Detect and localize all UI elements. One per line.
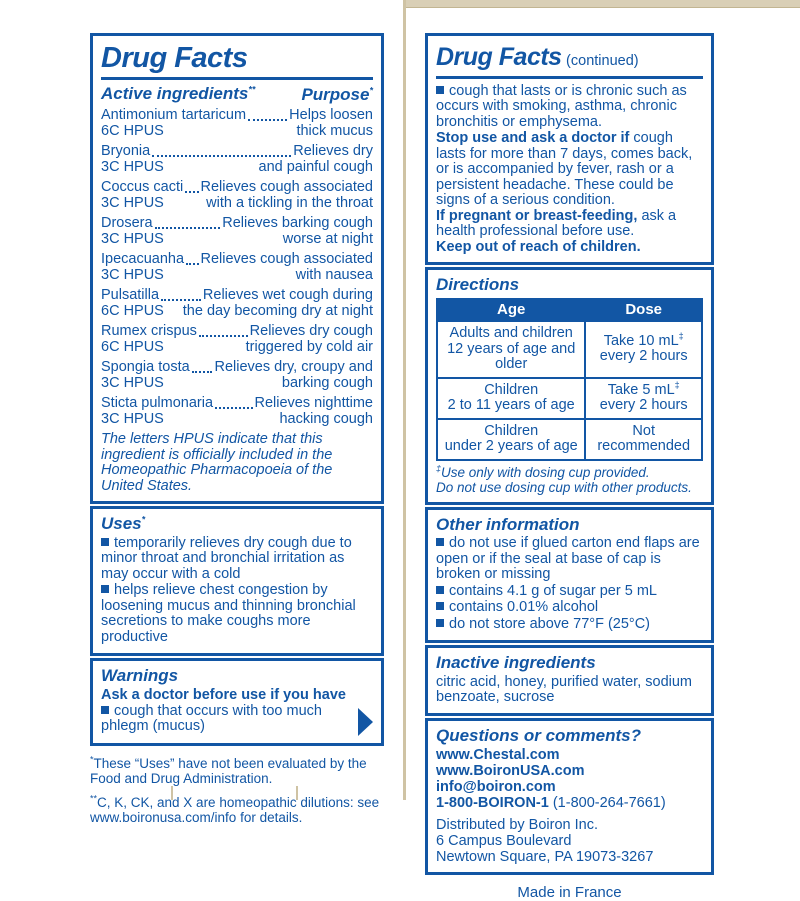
uses-box	[90, 506, 384, 656]
phone-plain: (1-800-264-7661)	[548, 795, 666, 812]
title-rule	[101, 77, 373, 80]
uses-bullet-text: helps relieve chest congestion by loosening mucus and thinning bronchial secretions to make coughs more productive	[101, 582, 356, 645]
ingredient-purpose-cont: triggered by cold air	[245, 338, 373, 355]
ingredient-name: Antimonium tartaricum	[101, 107, 247, 124]
ingredient-purpose-cont: hacking cough	[279, 410, 373, 427]
warnings-bullet	[101, 704, 373, 735]
hpus-note: The letters HPUS indicate that this ingredient is officially included in the Homeopathic Pharmacopoeia of the United States.	[101, 431, 333, 494]
age-line2: 2 to 11 years of age	[447, 397, 575, 414]
drug-facts-continued-title	[436, 41, 703, 72]
ingredient-row	[101, 180, 373, 211]
uses-bullet	[101, 536, 373, 583]
ingredient-dilution: 3C HPUS	[101, 194, 164, 211]
age-line1: Children	[484, 381, 539, 398]
ingredient-dilution: 3C HPUS	[101, 374, 164, 391]
stop-use-rest: cough lasts for more than 7 days, comes back, or is accompanied by fever, rash or a persistent headache. These could be signs of a serious condition.	[436, 130, 693, 208]
stop-use-bold: Stop use and ask a doctor if	[436, 130, 630, 146]
other-info-bullet	[436, 617, 703, 633]
ingredient-dilution: 6C HPUS	[101, 338, 164, 355]
age-line2: 12 years of age and older	[447, 340, 576, 373]
stop-use-warning	[436, 131, 703, 209]
ingredient-purpose: Relieves dry	[293, 143, 373, 160]
questions-box	[425, 718, 714, 876]
inactive-ingredients-heading: Inactive ingredients	[436, 653, 596, 673]
ingredient-purpose: Relieves nighttime	[254, 395, 373, 412]
other-info-bullet	[436, 536, 703, 583]
warnings-subheading-text: Ask a doctor before use if you have	[101, 687, 346, 704]
ingredient-dilution: 3C HPUS	[101, 230, 164, 247]
other-info-text: do not use if glued carton end flaps are open or if the seal at base of cap is broken or missing	[436, 535, 700, 583]
age-column-header: Age	[437, 299, 585, 322]
distributor-info	[436, 817, 703, 865]
age-line1: Children	[484, 422, 539, 439]
ingredient-purpose-cont: and painful cough	[258, 158, 373, 175]
email-address: info@boiron.com	[436, 779, 556, 796]
keep-out-text: Keep out of reach of children.	[436, 238, 641, 255]
dosing-note-line2: Do not use dosing cup with other products.	[436, 479, 692, 495]
ingredient-purpose-cont: barking cough	[281, 374, 373, 391]
title-rule	[436, 76, 703, 79]
bullet-square-icon	[436, 86, 444, 94]
drug-facts-left-panel	[90, 33, 384, 834]
age-cell	[437, 321, 585, 378]
pregnant-bold: If pregnant or breast-feeding,	[436, 207, 638, 224]
purpose-label	[301, 85, 373, 105]
table-row	[437, 321, 702, 378]
bullet-square-icon	[436, 619, 444, 627]
dot-leader	[152, 155, 291, 157]
phone-number	[436, 795, 703, 811]
dosage-table	[436, 298, 703, 461]
ingredient-name: Pulsatilla	[101, 287, 160, 304]
age-cell	[437, 378, 585, 419]
ingredient-purpose: Relieves dry cough	[249, 323, 373, 340]
footnotes	[90, 756, 384, 825]
table-row	[437, 378, 702, 419]
warnings-subheading	[101, 688, 373, 704]
ingredient-name: Spongia tosta	[101, 359, 190, 376]
uses-footmark: *	[141, 514, 146, 525]
drug-facts-title: Drug Facts	[101, 42, 248, 74]
ingredient-dilution: 6C HPUS	[101, 122, 164, 139]
inactive-ingredients-box	[425, 645, 714, 716]
ingredient-row	[101, 288, 373, 319]
age-line1: Adults and children	[449, 325, 573, 342]
footnote-dilutions	[90, 795, 384, 825]
footnote-marker: *	[90, 754, 94, 765]
age-line2: under 2 years of age	[444, 438, 578, 455]
dose-footmark: ‡	[678, 330, 684, 341]
ingredient-row	[101, 252, 373, 283]
ingredient-name: Sticta pulmonaria	[101, 395, 214, 412]
website-boironusa: www.BoironUSA.com	[436, 763, 585, 780]
active-ingredients-text: Active ingredients	[101, 84, 249, 104]
ingredient-name: Rumex crispus	[101, 323, 197, 340]
ingredient-name: Coccus cacti	[101, 179, 184, 196]
inactive-ingredients-list: citric acid, honey, purified water, sodium benzoate, sucrose	[436, 673, 693, 706]
ingredient-row	[101, 108, 373, 139]
carton-fold-line	[403, 0, 406, 800]
directions-heading: Directions	[436, 275, 520, 294]
pregnant-rest: ask a health professional before use.	[436, 207, 677, 239]
warnings-heading: Warnings	[101, 666, 179, 686]
other-info-text: do not store above 77°F (25°C)	[449, 615, 651, 632]
distributor-line: Newtown Square, PA 19073-3267	[436, 849, 654, 866]
questions-heading: Questions or comments?	[436, 725, 641, 745]
ingredient-row	[101, 396, 373, 427]
ingredient-purpose: Relieves cough associated	[200, 179, 373, 196]
ingredient-purpose: Relieves barking cough	[222, 215, 373, 232]
dose-line1: Take 5 mL	[607, 381, 675, 398]
uses-bullet	[101, 583, 373, 645]
directions-box	[425, 267, 714, 505]
made-in-france-label: Made in France	[517, 884, 622, 901]
ingredient-dilution: 3C HPUS	[101, 410, 164, 427]
dosage-table-header-row	[437, 299, 702, 322]
ingredient-purpose-cont: with a tickling in the throat	[206, 194, 373, 211]
dose-footmark: ‡	[674, 379, 680, 390]
ingredient-purpose-cont: worse at night	[282, 230, 373, 247]
other-info-text: contains 4.1 g of sugar per 5 mL	[449, 582, 657, 599]
other-info-bullet	[436, 600, 703, 616]
pregnant-warning	[436, 209, 703, 240]
dose-cell	[585, 419, 702, 460]
ingredient-name: Drosera	[101, 215, 153, 232]
other-information-heading: Other information	[436, 514, 580, 534]
age-cell	[437, 419, 585, 460]
dose-cell	[585, 321, 702, 378]
uses-bullet-text: temporarily relieves dry cough due to minor throat and bronchial irritation as may occur with a cold	[101, 534, 352, 582]
purpose-text: Purpose	[301, 85, 370, 105]
phone-bold: 1-800-BOIRON-1	[436, 795, 549, 812]
bullet-square-icon	[101, 706, 109, 714]
ingredient-purpose-cont: the day becoming dry at night	[182, 302, 373, 319]
distributor-line: Distributed by Boiron Inc.	[436, 817, 598, 834]
ingredient-dilution: 3C HPUS	[101, 266, 164, 283]
warning-bullet	[436, 84, 703, 131]
dot-leader	[199, 335, 248, 337]
warnings-box	[90, 658, 384, 745]
other-info-text: contains 0.01% alcohol	[449, 599, 599, 616]
footnote-text: These “Uses” have not been evaluated by the Food and Drug Administration.	[90, 755, 367, 786]
uses-heading	[101, 514, 373, 534]
dose-cell	[585, 378, 702, 419]
ingredient-row	[101, 216, 373, 247]
bullet-square-icon	[436, 586, 444, 594]
warnings-continued-box	[425, 33, 714, 265]
dosing-note-line1: Use only with dosing cup provided.	[441, 464, 650, 480]
dose-column-header: Dose	[585, 299, 702, 322]
dosing-cup-note	[436, 465, 703, 495]
ingredient-name: Ipecacuanha	[101, 251, 185, 268]
drug-facts-right-panel	[425, 33, 714, 901]
drug-facts-title-text: Drug Facts	[436, 43, 562, 71]
active-ingredients-box	[90, 33, 384, 504]
ingredient-purpose: Helps loosen	[289, 107, 373, 124]
dot-leader	[155, 227, 221, 229]
other-information-box	[425, 507, 714, 644]
dose-line1: Not recommended	[597, 422, 691, 455]
ingredient-purpose-cont: with nausea	[295, 266, 373, 283]
active-ingredients-label	[101, 85, 264, 104]
warning-bullet-text: cough that lasts or is chronic such as occurs with smoking, asthma, chronic bronchitis or emphysema.	[436, 82, 687, 130]
footnote-uses	[90, 756, 384, 786]
keep-out-warning	[436, 240, 703, 256]
bullet-square-icon	[101, 585, 109, 593]
dose-line1: Take 10 mL	[603, 332, 679, 349]
distributor-line: 6 Campus Boulevard	[436, 833, 572, 850]
ingredient-purpose: Relieves wet cough during	[202, 287, 373, 304]
active-ingredients-footmark: **	[248, 84, 256, 95]
purpose-footmark: *	[369, 85, 373, 96]
dose-line2: every 2 hours	[599, 348, 688, 365]
footnote-marker: **	[90, 793, 98, 804]
website-chestal: www.Chestal.com	[436, 747, 560, 764]
dot-leader	[192, 371, 213, 373]
dot-leader	[186, 263, 198, 265]
dot-leader	[215, 407, 252, 409]
other-info-bullet	[436, 584, 703, 600]
ingredient-dilution: 6C HPUS	[101, 302, 164, 319]
dot-leader	[248, 119, 287, 121]
active-ingredients-header	[101, 85, 373, 105]
bullet-square-icon	[436, 602, 444, 610]
ingredient-purpose: Relieves cough associated	[200, 251, 373, 268]
dot-leader	[161, 299, 201, 301]
warnings-bullet-text: cough that occurs with too much phlegm (mucus)	[101, 702, 322, 735]
continued-label: (continued)	[566, 53, 639, 69]
ingredient-purpose-cont: thick mucus	[296, 122, 373, 139]
continued-arrow-icon	[358, 708, 373, 736]
ingredient-row	[101, 324, 373, 355]
table-row	[437, 419, 702, 460]
ingredient-dilution: 3C HPUS	[101, 158, 164, 175]
dosing-note-marker: ‡	[436, 463, 442, 474]
bullet-square-icon	[436, 538, 444, 546]
bullet-square-icon	[101, 538, 109, 546]
dot-leader	[185, 191, 198, 193]
ingredient-row	[101, 144, 373, 175]
ingredient-name: Bryonia	[101, 143, 151, 160]
ingredient-purpose: Relieves dry, croupy and	[214, 359, 373, 376]
footnote-text: C, K, CK, and X are homeopathic dilutions: see www.boironusa.com/info for details.	[90, 794, 380, 825]
ingredient-row	[101, 360, 373, 391]
carton-edge-strip	[406, 0, 800, 8]
dose-line2: every 2 hours	[599, 397, 688, 414]
uses-heading-text: Uses	[101, 514, 142, 534]
